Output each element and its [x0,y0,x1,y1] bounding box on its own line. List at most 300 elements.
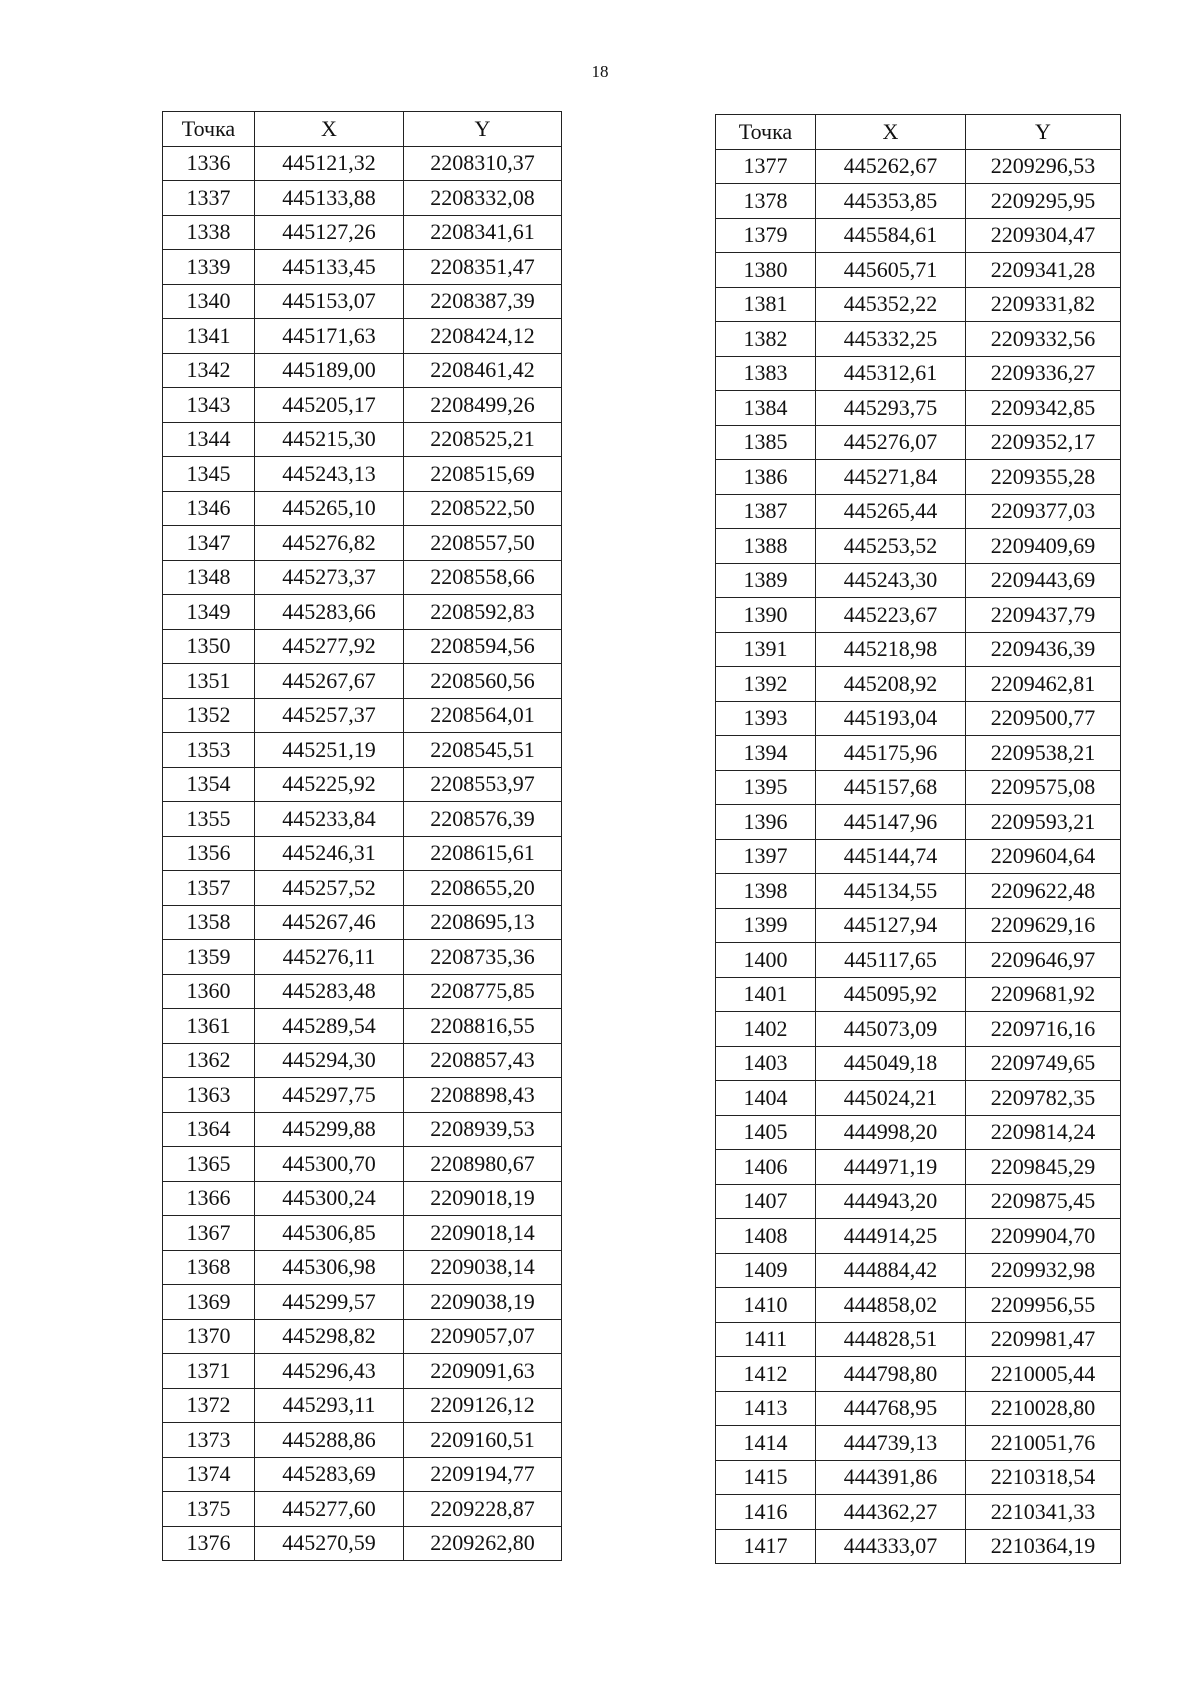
table-row [716,839,1121,874]
table-row [716,253,1121,288]
table-row [163,802,562,837]
x-cell: 445300,24 [255,1181,404,1216]
y-cell: 2210051,76 [966,1426,1121,1461]
table-row [163,388,562,423]
table-row [716,529,1121,564]
table-row [163,1526,562,1561]
y-cell: 2208424,12 [404,319,562,354]
point-cell: 1377 [716,149,816,184]
table-row [163,1423,562,1458]
point-cell: 1408 [716,1219,816,1254]
x-cell: 445133,88 [255,181,404,216]
table-row [163,284,562,319]
y-cell: 2209341,28 [966,253,1121,288]
table-row [163,1078,562,1113]
x-cell: 445117,65 [816,943,966,978]
table-row [163,1009,562,1044]
table-row [716,425,1121,460]
point-cell: 1376 [163,1526,255,1561]
table-row [716,1253,1121,1288]
x-cell: 445352,22 [816,287,966,322]
x-cell: 445233,84 [255,802,404,837]
point-cell: 1379 [716,218,816,253]
point-cell: 1337 [163,181,255,216]
y-cell: 2208939,53 [404,1112,562,1147]
point-cell: 1386 [716,460,816,495]
table-row [163,940,562,975]
y-cell: 2209981,47 [966,1322,1121,1357]
table-row [716,391,1121,426]
y-cell: 2208387,39 [404,284,562,319]
table-row [716,1495,1121,1530]
table-row [716,632,1121,667]
y-cell: 2209575,08 [966,770,1121,805]
y-cell: 2208898,43 [404,1078,562,1113]
x-cell: 445175,96 [816,736,966,771]
x-cell: 445267,67 [255,664,404,699]
point-cell: 1396 [716,805,816,840]
table-row [716,563,1121,598]
table-row [163,733,562,768]
y-cell: 2209377,03 [966,494,1121,529]
table-row [716,908,1121,943]
y-cell: 2208560,56 [404,664,562,699]
point-cell: 1352 [163,698,255,733]
y-cell: 2208545,51 [404,733,562,768]
table-row [716,1357,1121,1392]
header-row [163,112,562,147]
table-row [716,598,1121,633]
point-cell: 1391 [716,632,816,667]
table-row [716,1288,1121,1323]
x-cell: 445277,60 [255,1492,404,1527]
table-row [716,287,1121,322]
x-cell: 445288,86 [255,1423,404,1458]
table-row [716,1426,1121,1461]
x-cell: 444943,20 [816,1184,966,1219]
point-cell: 1336 [163,146,255,181]
point-cell: 1367 [163,1216,255,1251]
y-cell: 2208351,47 [404,250,562,285]
table-body-right [716,149,1121,1564]
x-cell: 445265,10 [255,491,404,526]
table-row [163,491,562,526]
point-cell: 1406 [716,1150,816,1185]
x-cell: 445049,18 [816,1046,966,1081]
x-cell: 445243,30 [816,563,966,598]
y-cell: 2208564,01 [404,698,562,733]
point-cell: 1346 [163,491,255,526]
point-cell: 1355 [163,802,255,837]
y-cell: 2208615,61 [404,836,562,871]
y-cell: 2209038,19 [404,1285,562,1320]
x-cell: 445267,46 [255,905,404,940]
y-cell: 2210005,44 [966,1357,1121,1392]
x-cell: 445265,44 [816,494,966,529]
y-cell: 2209091,63 [404,1354,562,1389]
y-cell: 2210364,19 [966,1529,1121,1564]
table-row [716,322,1121,357]
x-cell: 444914,25 [816,1219,966,1254]
table-row [163,1354,562,1389]
y-cell: 2209126,12 [404,1388,562,1423]
x-cell: 445134,55 [816,874,966,909]
y-cell: 2208525,21 [404,422,562,457]
table-row [163,871,562,906]
point-cell: 1344 [163,422,255,457]
x-cell: 445332,25 [816,322,966,357]
point-cell: 1365 [163,1147,255,1182]
y-cell: 2209342,85 [966,391,1121,426]
point-cell: 1350 [163,629,255,664]
y-cell: 2208857,43 [404,1043,562,1078]
table-row [716,736,1121,771]
x-cell: 445208,92 [816,667,966,702]
y-cell: 2209845,29 [966,1150,1121,1185]
y-cell: 2209296,53 [966,149,1121,184]
header-row [716,115,1121,150]
table-row [163,1388,562,1423]
point-cell: 1351 [163,664,255,699]
x-cell: 445144,74 [816,839,966,874]
point-cell: 1360 [163,974,255,1009]
y-cell: 2209782,35 [966,1081,1121,1116]
y-cell: 2209057,07 [404,1319,562,1354]
table-row [716,149,1121,184]
point-cell: 1354 [163,767,255,802]
y-cell: 2209681,92 [966,977,1121,1012]
table-row [716,1046,1121,1081]
x-cell: 444798,80 [816,1357,966,1392]
point-cell: 1388 [716,529,816,564]
table-row [716,805,1121,840]
point-cell: 1409 [716,1253,816,1288]
point-cell: 1402 [716,1012,816,1047]
x-cell: 445283,69 [255,1457,404,1492]
x-cell: 445246,31 [255,836,404,871]
table-row [163,595,562,630]
point-column-header: Точка [716,115,816,150]
x-cell: 445253,52 [816,529,966,564]
y-cell: 2208515,69 [404,457,562,492]
x-cell: 445297,75 [255,1078,404,1113]
table-row [163,1319,562,1354]
table-row [163,629,562,664]
x-cell: 445299,88 [255,1112,404,1147]
point-cell: 1364 [163,1112,255,1147]
y-cell: 2209629,16 [966,908,1121,943]
x-cell: 445133,45 [255,250,404,285]
point-cell: 1383 [716,356,816,391]
table-row [716,977,1121,1012]
y-cell: 2209904,70 [966,1219,1121,1254]
x-cell: 445193,04 [816,701,966,736]
x-cell: 445205,17 [255,388,404,423]
y-cell: 2208522,50 [404,491,562,526]
y-cell: 2208499,26 [404,388,562,423]
table-row [163,1216,562,1251]
x-cell: 445353,85 [816,184,966,219]
y-cell: 2209194,77 [404,1457,562,1492]
point-cell: 1368 [163,1250,255,1285]
x-column-header: X [816,115,966,150]
table-row [163,664,562,699]
point-cell: 1342 [163,353,255,388]
table-row [716,1012,1121,1047]
point-cell: 1413 [716,1391,816,1426]
point-cell: 1411 [716,1322,816,1357]
y-cell: 2209355,28 [966,460,1121,495]
point-cell: 1374 [163,1457,255,1492]
x-cell: 444971,19 [816,1150,966,1185]
point-column-header: Точка [163,112,255,147]
y-cell: 2208557,50 [404,526,562,561]
table-row [163,767,562,802]
y-cell: 2209228,87 [404,1492,562,1527]
table-row [716,1150,1121,1185]
point-cell: 1371 [163,1354,255,1389]
point-cell: 1362 [163,1043,255,1078]
table-row [716,1529,1121,1564]
x-cell: 445153,07 [255,284,404,319]
x-cell: 445257,37 [255,698,404,733]
table-row [163,1457,562,1492]
x-cell: 445298,82 [255,1319,404,1354]
x-cell: 445073,09 [816,1012,966,1047]
x-cell: 444998,20 [816,1115,966,1150]
x-cell: 444884,42 [816,1253,966,1288]
point-cell: 1375 [163,1492,255,1527]
x-cell: 445273,37 [255,560,404,595]
x-cell: 445276,11 [255,940,404,975]
y-cell: 2209018,19 [404,1181,562,1216]
x-cell: 444362,27 [816,1495,966,1530]
x-cell: 444391,86 [816,1460,966,1495]
table-row [716,1322,1121,1357]
y-cell: 2209716,16 [966,1012,1121,1047]
x-cell: 445283,48 [255,974,404,1009]
x-cell: 445243,13 [255,457,404,492]
x-cell: 445293,75 [816,391,966,426]
y-cell: 2209443,69 [966,563,1121,598]
y-cell: 2208553,97 [404,767,562,802]
y-cell: 2209352,17 [966,425,1121,460]
table-row [163,1147,562,1182]
x-cell: 444828,51 [816,1322,966,1357]
y-cell: 2208775,85 [404,974,562,1009]
point-cell: 1373 [163,1423,255,1458]
table-row [163,905,562,940]
y-cell: 2208980,67 [404,1147,562,1182]
point-cell: 1387 [716,494,816,529]
point-cell: 1395 [716,770,816,805]
y-cell: 2209622,48 [966,874,1121,909]
y-cell: 2209336,27 [966,356,1121,391]
point-cell: 1403 [716,1046,816,1081]
x-cell: 445277,92 [255,629,404,664]
table-row [716,770,1121,805]
y-cell: 2208695,13 [404,905,562,940]
table-row [716,1219,1121,1254]
x-cell: 445271,84 [816,460,966,495]
point-cell: 1389 [716,563,816,598]
table-row [163,560,562,595]
x-column-header: X [255,112,404,147]
point-cell: 1339 [163,250,255,285]
x-cell: 445095,92 [816,977,966,1012]
x-cell: 445024,21 [816,1081,966,1116]
y-cell: 2209436,39 [966,632,1121,667]
point-cell: 1400 [716,943,816,978]
y-cell: 2208655,20 [404,871,562,906]
x-cell: 445127,94 [816,908,966,943]
y-cell: 2208461,42 [404,353,562,388]
point-cell: 1410 [716,1288,816,1323]
point-cell: 1343 [163,388,255,423]
x-cell: 445293,11 [255,1388,404,1423]
x-cell: 445121,32 [255,146,404,181]
y-cell: 2209462,81 [966,667,1121,702]
y-cell: 2208332,08 [404,181,562,216]
table-row [716,1460,1121,1495]
x-cell: 445294,30 [255,1043,404,1078]
point-cell: 1417 [716,1529,816,1564]
x-cell: 445306,85 [255,1216,404,1251]
table-row [716,1081,1121,1116]
point-cell: 1359 [163,940,255,975]
y-cell: 2208341,61 [404,215,562,250]
y-cell: 2209409,69 [966,529,1121,564]
point-cell: 1399 [716,908,816,943]
point-cell: 1358 [163,905,255,940]
x-cell: 445215,30 [255,422,404,457]
y-cell: 2208592,83 [404,595,562,630]
x-cell: 445270,59 [255,1526,404,1561]
table-row [716,494,1121,529]
point-cell: 1384 [716,391,816,426]
y-cell: 2209604,64 [966,839,1121,874]
x-cell: 445189,00 [255,353,404,388]
x-cell: 445218,98 [816,632,966,667]
point-cell: 1392 [716,667,816,702]
x-cell: 445306,98 [255,1250,404,1285]
table-row [163,319,562,354]
point-cell: 1401 [716,977,816,1012]
coordinates-table-right [715,114,1121,1564]
y-column-header: Y [404,112,562,147]
point-cell: 1414 [716,1426,816,1461]
table-row [163,526,562,561]
x-cell: 445257,52 [255,871,404,906]
y-cell: 2209875,45 [966,1184,1121,1219]
y-cell: 2208310,37 [404,146,562,181]
x-cell: 445584,61 [816,218,966,253]
table-row [163,250,562,285]
point-cell: 1345 [163,457,255,492]
table-row [716,356,1121,391]
table-row [716,1115,1121,1150]
x-cell: 445299,57 [255,1285,404,1320]
point-cell: 1405 [716,1115,816,1150]
x-cell: 445283,66 [255,595,404,630]
y-cell: 2209646,97 [966,943,1121,978]
point-cell: 1415 [716,1460,816,1495]
table-row [163,1250,562,1285]
table-row [716,667,1121,702]
point-cell: 1369 [163,1285,255,1320]
table-row [716,874,1121,909]
point-cell: 1416 [716,1495,816,1530]
point-cell: 1353 [163,733,255,768]
table-body-left [163,146,562,1561]
point-cell: 1398 [716,874,816,909]
y-cell: 2209018,14 [404,1216,562,1251]
point-cell: 1380 [716,253,816,288]
y-cell: 2209437,79 [966,598,1121,633]
y-cell: 2209331,82 [966,287,1121,322]
y-cell: 2210341,33 [966,1495,1121,1530]
point-cell: 1361 [163,1009,255,1044]
point-cell: 1404 [716,1081,816,1116]
point-cell: 1378 [716,184,816,219]
table-row [163,181,562,216]
coordinates-table-left [162,111,562,1561]
point-cell: 1370 [163,1319,255,1354]
point-cell: 1397 [716,839,816,874]
table-row [163,1112,562,1147]
x-cell: 444858,02 [816,1288,966,1323]
table-row [163,215,562,250]
point-cell: 1363 [163,1078,255,1113]
point-cell: 1366 [163,1181,255,1216]
x-cell: 445276,07 [816,425,966,460]
x-cell: 445171,63 [255,319,404,354]
y-cell: 2209814,24 [966,1115,1121,1150]
table-row [163,1285,562,1320]
point-cell: 1372 [163,1388,255,1423]
point-cell: 1341 [163,319,255,354]
point-cell: 1393 [716,701,816,736]
point-cell: 1394 [716,736,816,771]
y-cell: 2209749,65 [966,1046,1121,1081]
y-cell: 2209262,80 [404,1526,562,1561]
point-cell: 1412 [716,1357,816,1392]
y-cell: 2208816,55 [404,1009,562,1044]
y-column-header: Y [966,115,1121,150]
y-cell: 2208576,39 [404,802,562,837]
y-cell: 2209332,56 [966,322,1121,357]
point-cell: 1407 [716,1184,816,1219]
point-cell: 1348 [163,560,255,595]
table-row [716,1391,1121,1426]
table-row [163,974,562,1009]
table-row [163,1043,562,1078]
x-cell: 445312,61 [816,356,966,391]
y-cell: 2209500,77 [966,701,1121,736]
table-row [716,184,1121,219]
y-cell: 2209038,14 [404,1250,562,1285]
table-row [163,422,562,457]
table-row [163,457,562,492]
table-row [716,701,1121,736]
x-cell: 445605,71 [816,253,966,288]
x-cell: 445147,96 [816,805,966,840]
point-cell: 1381 [716,287,816,322]
x-cell: 444333,07 [816,1529,966,1564]
table-row [163,1181,562,1216]
x-cell: 445127,26 [255,215,404,250]
y-cell: 2208558,66 [404,560,562,595]
